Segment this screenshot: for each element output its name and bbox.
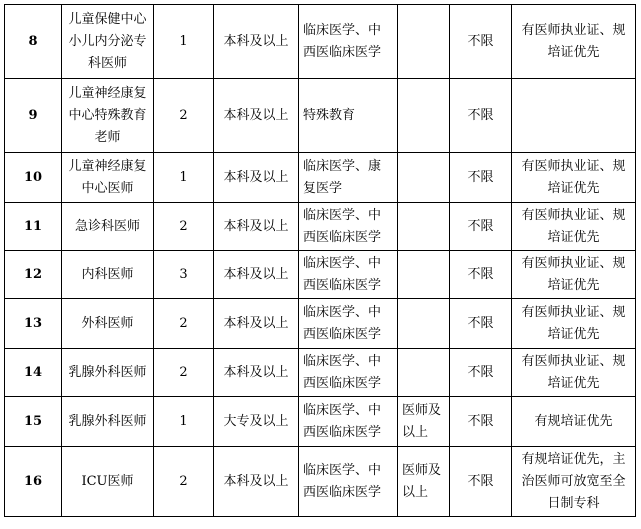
headcount-cell: 1 xyxy=(154,5,214,79)
education-cell: 本科及以上 xyxy=(214,79,299,153)
title-cell xyxy=(398,299,450,349)
limit-cell: 不限 xyxy=(450,153,512,203)
limit-cell: 不限 xyxy=(450,79,512,153)
position-cell: 急诊科医师 xyxy=(62,203,154,251)
note-cell xyxy=(512,79,636,153)
education-cell: 本科及以上 xyxy=(214,153,299,203)
note-cell: 有医师执业证、规培证优先 xyxy=(512,153,636,203)
row-number: 8 xyxy=(5,5,62,79)
note-cell: 有规培证优先 xyxy=(512,397,636,447)
note-cell: 有医师执业证、规培证优先 xyxy=(512,251,636,299)
table-row xyxy=(5,203,636,251)
major-cell: 临床医学、中西医临床医学 xyxy=(299,5,398,79)
major-cell: 临床医学、中西医临床医学 xyxy=(299,447,398,517)
table-row xyxy=(5,251,636,299)
title-cell xyxy=(398,5,450,79)
title-cell xyxy=(398,349,450,397)
note-cell: 有规培证优先，主治医师可放宽至全日制专科 xyxy=(512,447,636,517)
limit-cell: 不限 xyxy=(450,251,512,299)
headcount-cell: 2 xyxy=(154,79,214,153)
row-number: 9 xyxy=(5,79,62,153)
headcount-cell: 1 xyxy=(154,397,214,447)
headcount-cell: 1 xyxy=(154,153,214,203)
major-cell: 临床医学、中西医临床医学 xyxy=(299,203,398,251)
limit-cell: 不限 xyxy=(450,349,512,397)
limit-cell: 不限 xyxy=(450,5,512,79)
note-cell: 有医师执业证、规培证优先 xyxy=(512,203,636,251)
position-cell: 乳腺外科医师 xyxy=(62,397,154,447)
table-row xyxy=(5,349,636,397)
table-row xyxy=(5,79,636,153)
limit-cell: 不限 xyxy=(450,299,512,349)
limit-cell: 不限 xyxy=(450,203,512,251)
position-cell: 儿童神经康复中心医师 xyxy=(62,153,154,203)
row-number: 15 xyxy=(5,397,62,447)
title-cell xyxy=(398,79,450,153)
title-cell: 医师及以上 xyxy=(398,447,450,517)
education-cell: 本科及以上 xyxy=(214,299,299,349)
limit-cell: 不限 xyxy=(450,447,512,517)
major-cell: 临床医学、中西医临床医学 xyxy=(299,251,398,299)
row-number: 14 xyxy=(5,349,62,397)
education-cell: 本科及以上 xyxy=(214,251,299,299)
row-number: 11 xyxy=(5,203,62,251)
note-cell: 有医师执业证、规培证优先 xyxy=(512,299,636,349)
education-cell: 大专及以上 xyxy=(214,397,299,447)
limit-cell: 不限 xyxy=(450,397,512,447)
note-cell: 有医师执业证、规培证优先 xyxy=(512,349,636,397)
note-cell: 有医师执业证、规培证优先 xyxy=(512,5,636,79)
headcount-cell: 3 xyxy=(154,251,214,299)
major-cell: 临床医学、中西医临床医学 xyxy=(299,299,398,349)
row-number: 16 xyxy=(5,447,62,517)
education-cell: 本科及以上 xyxy=(214,349,299,397)
headcount-cell: 2 xyxy=(154,203,214,251)
position-cell: 外科医师 xyxy=(62,299,154,349)
row-number: 10 xyxy=(5,153,62,203)
education-cell: 本科及以上 xyxy=(214,5,299,79)
headcount-cell: 2 xyxy=(154,349,214,397)
table-row xyxy=(5,5,636,79)
education-cell: 本科及以上 xyxy=(214,447,299,517)
major-cell: 临床医学、康复医学 xyxy=(299,153,398,203)
table-row xyxy=(5,299,636,349)
title-cell xyxy=(398,153,450,203)
position-cell: 儿童神经康复中心特殊教育老师 xyxy=(62,79,154,153)
recruitment-table xyxy=(4,4,636,517)
position-cell: 乳腺外科医师 xyxy=(62,349,154,397)
row-number: 13 xyxy=(5,299,62,349)
major-cell: 特殊教育 xyxy=(299,79,398,153)
headcount-cell: 2 xyxy=(154,447,214,517)
major-cell: 临床医学、中西医临床医学 xyxy=(299,349,398,397)
position-cell: 内科医师 xyxy=(62,251,154,299)
headcount-cell: 2 xyxy=(154,299,214,349)
education-cell: 本科及以上 xyxy=(214,203,299,251)
position-cell: 儿童保健中心小儿内分泌专科医师 xyxy=(62,5,154,79)
title-cell: 医师及以上 xyxy=(398,397,450,447)
row-number: 12 xyxy=(5,251,62,299)
position-cell: ICU医师 xyxy=(62,447,154,517)
table-row xyxy=(5,447,636,517)
major-cell: 临床医学、中西医临床医学 xyxy=(299,397,398,447)
table-row xyxy=(5,153,636,203)
title-cell xyxy=(398,251,450,299)
title-cell xyxy=(398,203,450,251)
table-row xyxy=(5,397,636,447)
